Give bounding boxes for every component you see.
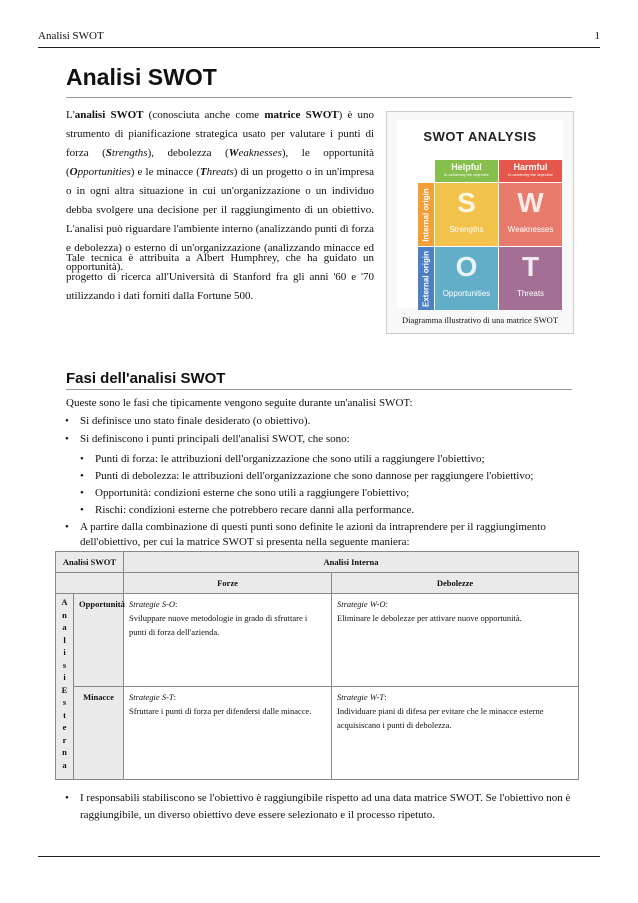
section-lead: Queste sono le fasi che tipicamente vengono seguite durante un'analisi SWOT: <box>66 397 413 409</box>
page-title: Analisi SWOT <box>66 64 217 90</box>
header-title: Analisi SWOT <box>38 30 104 42</box>
external-analysis-header: A n a l i s i E s t e r n a <box>56 594 74 780</box>
empty-header-cell <box>56 573 124 594</box>
threats-row-header: Minacce <box>74 687 124 780</box>
section-divider <box>66 389 572 390</box>
weaknesses-column-header: Debolezze <box>332 573 579 594</box>
harmful-header: Harmful to achieving the objective <box>499 160 562 182</box>
strengths-column-header: Forze <box>124 573 332 594</box>
list-item: • Si definisce uno stato finale desiderato (o obiettivo). <box>65 415 311 427</box>
footer-divider <box>38 856 600 857</box>
threats-quadrant: T Threats <box>499 247 562 310</box>
diagram-title: SWOT ANALYSIS <box>423 129 537 144</box>
section-heading: Fasi dell'analisi SWOT <box>66 370 226 387</box>
page-number: 1 <box>594 30 600 42</box>
list-item: • I responsabili stabiliscono se l'obiettivo è raggiungibile rispetto ad una data matrice SWOT. Se l'obiettivo non è <box>65 792 571 804</box>
list-item-continuation: raggiungibile, un diverso obiettivo deve essere selezionato e il processo ripetuto. <box>80 809 435 821</box>
helpful-header: Helpful to achieving the objective <box>435 160 498 182</box>
swot-figure <box>386 111 574 334</box>
table-cell-wt: Strategie W-T: Individuare piani di difesa per evitare che le minacce esterne acquisiscano i punti di debolezza. <box>332 687 579 780</box>
swot-diagram <box>397 120 563 308</box>
weaknesses-quadrant: W Weaknesses <box>499 183 562 246</box>
title-divider <box>66 97 572 98</box>
intro-paragraph: L'analisi SWOT (conosciuta anche come matrice SWOT) è uno strumento di pianificazione strategica usato per valutare i punti di forza (Strengths), debolezza (Weaknesses), le opportunità (Opportunities) e le minacce (Threats) di un progetto o in un'impresa o in ogni altra situazione in cui un'organizzazione o un individuo debba svolgere una decisione per il raggiungimento di un obiettivo. L'analisi può riguardare l'ambiente interno (analizzando punti di forza e debolezza) o esterno di un'organizzazione (analizzando minacce ed opportunità). <box>66 109 375 273</box>
opportunities-row-header: Opportunità <box>74 594 124 687</box>
list-item: • A partire dalla combinazione di questi punti sono definite le azioni da intraprendere per il raggiungimento <box>65 521 546 533</box>
table-cell-st: Strategie S-T: Sfruttare i punti di forza per difendersi dalle minacce. <box>124 687 332 780</box>
header-divider <box>38 47 600 48</box>
sub-list-item: • Punti di forza: le attribuzioni dell'organizzazione che sono utili a raggiungere l'obiettivo; <box>80 453 485 465</box>
sub-list-item: • Rischi: condizioni esterne che potrebbero recare danni alla performance. <box>80 504 415 516</box>
sub-list-item: • Opportunità: condizioni esterne che sono utili a raggiungere l'obiettivo; <box>80 487 410 499</box>
internal-analysis-header: Analisi Interna <box>124 552 579 573</box>
table-cell-so: Strategie S-O: Sviluppare nuove metodologie in grado di sfruttare i punti di forza dell'azienda. <box>124 594 332 687</box>
strengths-quadrant: S Strengths <box>435 183 498 246</box>
sub-list-item: • Punti di debolezza: le attribuzioni dell'organizzazione che sono dannose per raggiungere l'obiettivo; <box>80 470 534 482</box>
internal-origin-label: Internal origin <box>418 183 434 246</box>
table-cell-wo: Strategie W-O: Eliminare le debolezze per attivare nuove opportunità. <box>332 594 579 687</box>
table-corner: Analisi SWOT <box>56 552 124 573</box>
history-paragraph: Tale tecnica è attribuita a Albert Humphrey, che ha guidato un progetto di ricerca all'Università di Stanford fra gli anni '60 e '70 utilizzando i dati forniti dalla Fortune 500. <box>66 252 374 302</box>
list-item-continuation: dell'obiettivo, per cui la matrice SWOT si presenta nella seguente maniera: <box>80 536 410 548</box>
external-origin-label: External origin <box>418 247 434 310</box>
running-header <box>38 30 600 46</box>
swot-matrix-table <box>55 551 579 780</box>
list-item: • Si definiscono i punti principali dell'analisi SWOT, che sono: <box>65 433 350 445</box>
figure-caption: Diagramma illustrativo di una matrice SWOT <box>401 315 559 325</box>
opportunities-quadrant: O Opportunities <box>435 247 498 310</box>
